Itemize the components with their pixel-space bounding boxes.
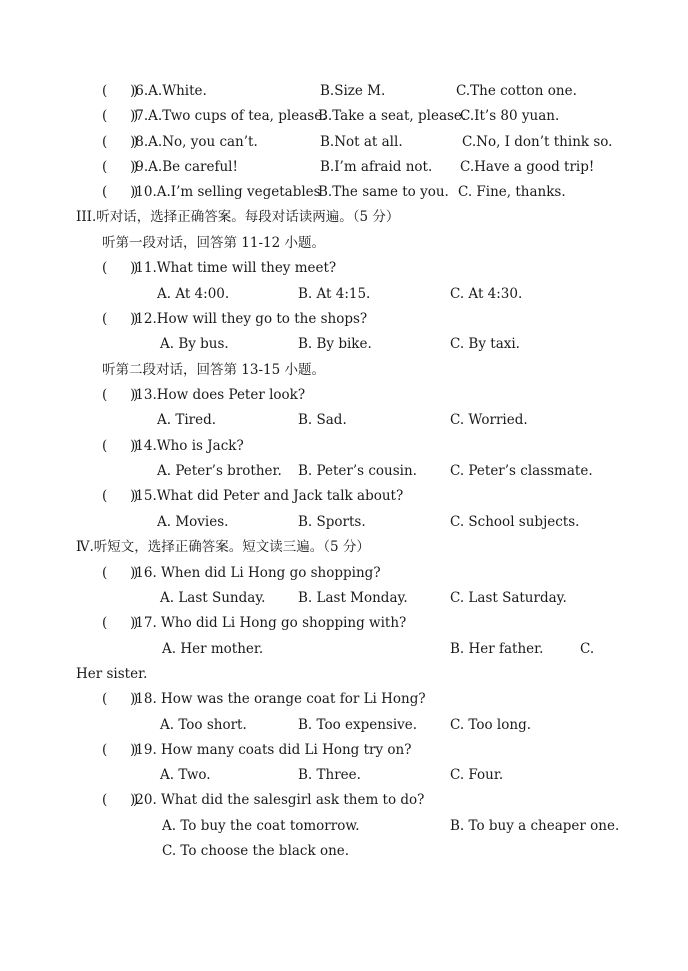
answer-bracket: ( ) (102, 438, 139, 454)
question-8-option-a: )8.A.No, you can’t. (130, 134, 258, 150)
question-16-text: )16. When did Li Hong go shopping? (130, 565, 381, 581)
answer-bracket: ( ) (102, 134, 139, 150)
answer-bracket: ( ) (102, 691, 139, 707)
option-b: B. Sports. (298, 514, 366, 530)
dialogue-1-instruction: 听第一段对话，回答第 11-12 小题。 (102, 235, 326, 251)
answer-bracket: ( ) (102, 260, 139, 276)
option-c: C. At 4:30. (450, 286, 523, 302)
question-12-text: )12.How will they go to the shops? (130, 311, 368, 327)
option-b: B. Too expensive. (298, 717, 418, 733)
option-b: B. Her father. (450, 641, 544, 657)
option-c-label: C. (580, 641, 595, 657)
question-17-text: )17. Who did Li Hong go shopping with? (130, 615, 407, 631)
question-6-option-c: C.The cotton one. (456, 83, 577, 99)
question-15-text: )15.What did Peter and Jack talk about? (130, 488, 404, 504)
option-c: C. Peter’s classmate. (450, 463, 593, 479)
answer-bracket: ( ) (102, 742, 139, 758)
question-18-text: )18. How was the orange coat for Li Hong? (130, 691, 426, 707)
option-c: C. To choose the black one. (162, 843, 350, 859)
answer-bracket: ( ) (102, 159, 139, 175)
question-8-option-c: C.No, I don’t think so. (462, 134, 613, 150)
answer-bracket: ( ) (102, 311, 139, 327)
question-11-text: )11.What time will they meet? (130, 260, 337, 276)
option-c: C. Last Saturday. (450, 590, 567, 606)
answer-bracket: ( ) (102, 184, 139, 200)
option-a: A. Movies. (157, 514, 229, 530)
question-6-option-b: B.Size M. (320, 83, 386, 99)
option-a: A. To buy the coat tomorrow. (162, 818, 360, 834)
question-7-option-c: C.It’s 80 yuan. (460, 108, 560, 124)
option-a: A. Two. (160, 767, 211, 783)
option-b: B. Peter’s cousin. (298, 463, 417, 479)
option-a: A. Last Sunday. (160, 590, 266, 606)
option-b: B. At 4:15. (298, 286, 371, 302)
question-20-text: )20. What did the salesgirl ask them to do? (130, 792, 425, 808)
section-4-heading: Ⅳ.听短文，选择正确答案。短文读三遍。（5 分） (76, 539, 370, 555)
question-7-option-b: B.Take a seat, please. (318, 108, 467, 124)
option-b: B. Sad. (298, 412, 347, 428)
option-c: C. By taxi. (450, 336, 520, 352)
answer-bracket: ( ) (102, 108, 139, 124)
answer-bracket: ( ) (102, 488, 139, 504)
question-9-option-c: C.Have a good trip! (460, 159, 595, 175)
question-19-text: )19. How many coats did Li Hong try on? (130, 742, 412, 758)
option-a: A. Her mother. (162, 641, 264, 657)
section-3-heading: III.听对话，选择正确答案。每段对话读两遍。（5 分） (76, 209, 400, 225)
option-a: A. Tired. (157, 412, 217, 428)
answer-bracket: ( ) (102, 792, 139, 808)
option-a: A. By bus. (160, 336, 229, 352)
option-c-continued: Her sister. (76, 666, 148, 682)
option-c: C. Four. (450, 767, 504, 783)
question-13-text: )13.How does Peter look? (130, 387, 306, 403)
question-7-option-a: )7.A.Two cups of tea, please. (130, 108, 327, 124)
answer-bracket: ( ) (102, 565, 139, 581)
question-6-option-a: )6.A.White. (130, 83, 207, 99)
option-b: B. To buy a cheaper one. (450, 818, 620, 834)
dialogue-2-instruction: 听第二段对话，回答第 13-15 小题。 (102, 362, 326, 378)
question-10-option-b: B.The same to you. (318, 184, 449, 200)
answer-bracket: ( ) (102, 83, 139, 99)
question-14-text: )14.Who is Jack? (130, 438, 244, 454)
option-b: B. Three. (298, 767, 361, 783)
question-10-option-a: )10.A.I’m selling vegetables (130, 184, 321, 200)
question-8-option-b: B.Not at all. (320, 134, 403, 150)
option-a: A. At 4:00. (157, 286, 230, 302)
option-a: A. Peter’s brother. (157, 463, 282, 479)
option-b: B. By bike. (298, 336, 372, 352)
option-c: C. School subjects. (450, 514, 580, 530)
answer-bracket: ( ) (102, 387, 139, 403)
question-9-option-a: )9.A.Be careful! (130, 159, 238, 175)
answer-bracket: ( ) (102, 615, 139, 631)
option-b: B. Last Monday. (298, 590, 408, 606)
option-c: C. Too long. (450, 717, 532, 733)
question-9-option-b: B.I’m afraid not. (320, 159, 433, 175)
option-a: A. Too short. (160, 717, 247, 733)
option-c: C. Worried. (450, 412, 528, 428)
question-10-option-c: C. Fine, thanks. (458, 184, 566, 200)
